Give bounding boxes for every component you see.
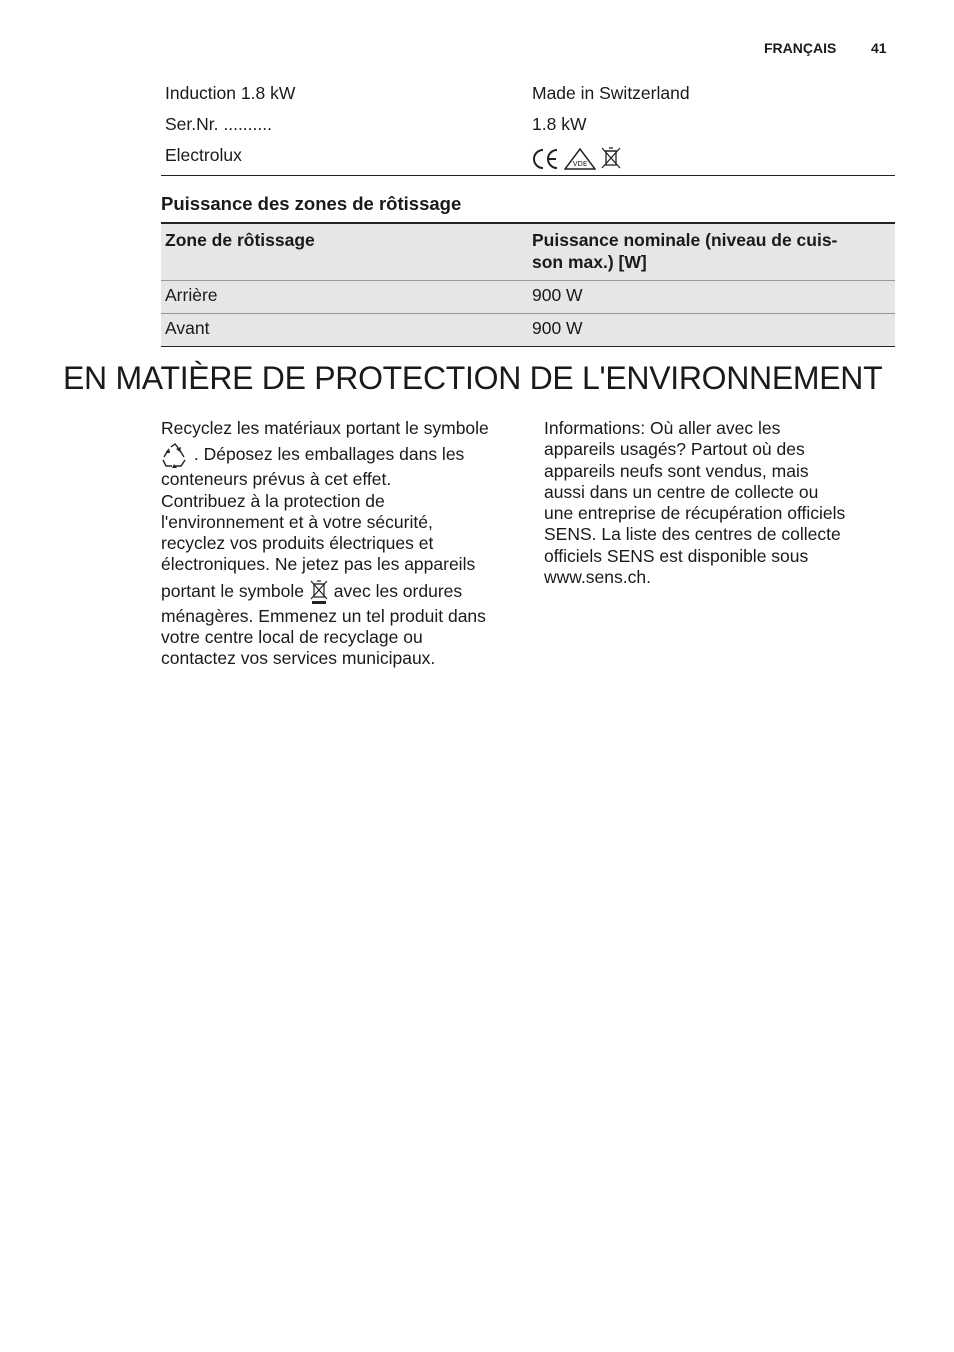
header-language: FRANÇAIS — [764, 40, 837, 56]
column-header-line: son max.) [W] — [532, 252, 647, 272]
table-row — [161, 142, 895, 175]
column-header-zone: Zone de rôtissage — [165, 230, 315, 250]
paragraph-line-with-icon — [161, 439, 511, 469]
paragraph-line: aussi dans un centre de collecte ou — [544, 481, 819, 502]
paragraph-line-with-icon — [161, 576, 511, 606]
paragraph-line: appareils neufs sont vendus, mais — [544, 460, 809, 481]
paragraph-line: votre centre local de recyclage ou — [161, 627, 423, 648]
rating-cell: 1.8 kW — [532, 114, 587, 134]
rating-cell: Ser.Nr. .......... — [165, 114, 272, 134]
paragraph-line: appareils usagés? Partout où des — [544, 439, 805, 460]
ce-mark-icon — [532, 148, 560, 170]
table-row — [161, 80, 895, 111]
page-heading: EN MATIÈRE DE PROTECTION DE L'ENVIRONNEMENT — [63, 360, 883, 396]
paragraph-line: Informations: Où aller avec les — [544, 418, 781, 438]
sens-website-link: www.sens.ch. — [544, 567, 651, 588]
paragraph-line: Recyclez les matériaux portant le symbole — [161, 418, 489, 438]
rating-cell: Induction 1.8 kW — [165, 83, 296, 103]
paragraph-line: avec les ordures — [333, 580, 463, 601]
paragraph-line: SENS. La liste des centres de collecte — [544, 524, 841, 545]
section-title: Puissance des zones de rôtissage — [161, 193, 462, 214]
rating-plate-table — [161, 80, 895, 176]
paragraph-line: l'environnement et à votre sécurité, — [161, 511, 433, 532]
sens-info-paragraph — [544, 418, 874, 588]
paragraph-line: Contribuez à la protection de — [161, 490, 385, 511]
paragraph-line: recyclez vos produits électriques et — [161, 533, 434, 554]
zone-cell: Arrière — [165, 285, 218, 305]
column-header-line: Puissance nominale (niveau de cuis- — [532, 230, 838, 250]
page-number: 41 — [871, 40, 887, 56]
power-cell: 900 W — [532, 318, 583, 338]
weee-crossed-bin-icon — [309, 579, 329, 605]
paragraph-line: électroniques. Ne jetez pas les appareils — [161, 554, 476, 575]
paragraph-line: ménagères. Emmenez un tel produit dans — [161, 605, 486, 626]
paragraph-line: officiels SENS est disponible sous — [544, 545, 809, 566]
weee-crossed-bin-icon — [600, 146, 622, 170]
column-header-power — [532, 229, 882, 273]
paragraph-line: . Déposez les emballages dans les — [193, 444, 465, 465]
table-header — [161, 224, 895, 281]
rating-cell: Made in Switzerland — [532, 83, 690, 103]
paragraph-line: contactez vos services municipaux. — [161, 648, 436, 669]
table-row — [161, 281, 895, 314]
vde-mark-text: VDE — [572, 160, 588, 168]
certification-marks — [532, 146, 622, 170]
roasting-power-table — [161, 222, 895, 347]
paragraph-line: une entreprise de récupération officiels — [544, 503, 846, 524]
recycling-paragraph — [161, 418, 511, 670]
paragraph-line: portant le symbole — [161, 580, 304, 601]
zone-cell: Avant — [165, 318, 210, 338]
table-row — [161, 111, 895, 142]
rating-cell: Electrolux — [165, 145, 242, 165]
power-cell: 900 W — [532, 285, 583, 305]
vde-mark-icon — [564, 148, 596, 170]
recycle-icon — [161, 443, 189, 469]
table-row — [161, 314, 895, 347]
paragraph-line: conteneurs prévus à cet effet. — [161, 469, 392, 490]
